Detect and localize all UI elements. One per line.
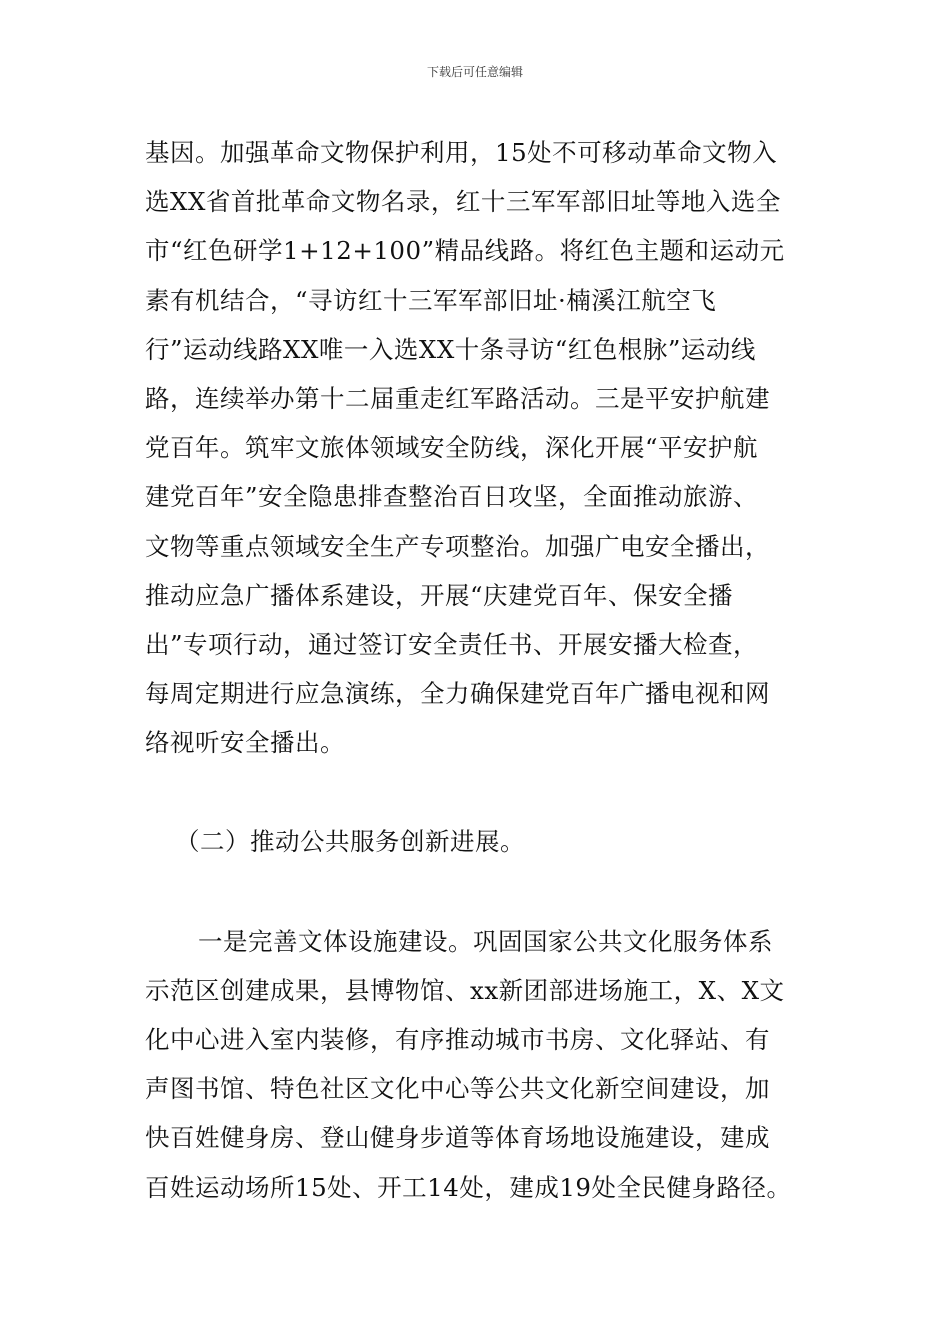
text-line: 推动应急广播体系建设，开展“庆建党百年、保安全播 <box>145 580 734 610</box>
document-body <box>145 128 825 1212</box>
text-line: 建党百年”安全隐患排查整治百日攻坚，全面推动旅游、 <box>145 482 759 512</box>
text-line: 党百年。筑牢文旅体领域安全防线，深化开展“平安护航 <box>145 433 759 463</box>
text-line: 每周定期进行应急演练，全力确保建党百年广播电视和网 <box>145 679 770 709</box>
text-line: 文物等重点领域安全生产专项整治。加强广电安全播出， <box>145 531 770 561</box>
paragraph-spacer <box>145 767 825 817</box>
text-line: 百姓运动场所15处、开工14处，建成19处全民健身路径。 <box>145 1172 792 1202</box>
text-line: 市“红色研学1+12+100”精品线路。将红色主题和运动元 <box>145 236 785 266</box>
text-line: 络视听安全播出。 <box>145 728 345 758</box>
page-header: 下载后可任意编辑 <box>426 65 523 79</box>
text-line: 声图书馆、特色社区文化中心等公共文化新空间建设，加 <box>145 1074 770 1104</box>
text-line: 素有机结合，“寻访红十三军军部旧址·楠溪江航空飞 <box>145 285 717 315</box>
text-line: 出”专项行动，通过签订安全责任书、开展安播大检查， <box>145 629 759 659</box>
text-line: 示范区创建成果，县博物馆、xx新团部进场施工，X、X文 <box>145 975 785 1005</box>
text-line: 一是完善文体设施建设。巩固国家公共文化服务体系 <box>198 926 773 956</box>
paragraph-2 <box>145 917 825 1212</box>
paragraph-spacer <box>145 867 825 917</box>
section-heading: （二）推动公共服务创新进展。 <box>175 827 525 857</box>
text-line: 选XX省首批革命文物名录，红十三军军部旧址等地入选全 <box>145 187 781 217</box>
text-line: 快百姓健身房、登山健身步道等体育场地设施建设，建成 <box>145 1123 770 1153</box>
text-line: 基因。加强革命文物保护利用，15处不可移动革命文物入 <box>145 138 778 167</box>
text-line: 行”运动线路XX唯一入选XX十条寻访“红色根脉”运动线 <box>145 334 756 364</box>
text-line: 化中心进入室内装修，有序推动城市书房、文化驿站、有 <box>145 1025 770 1054</box>
text-line: 路，连续举办第十二届重走红军路活动。三是平安护航建 <box>145 383 770 413</box>
paragraph-1 <box>145 128 825 767</box>
